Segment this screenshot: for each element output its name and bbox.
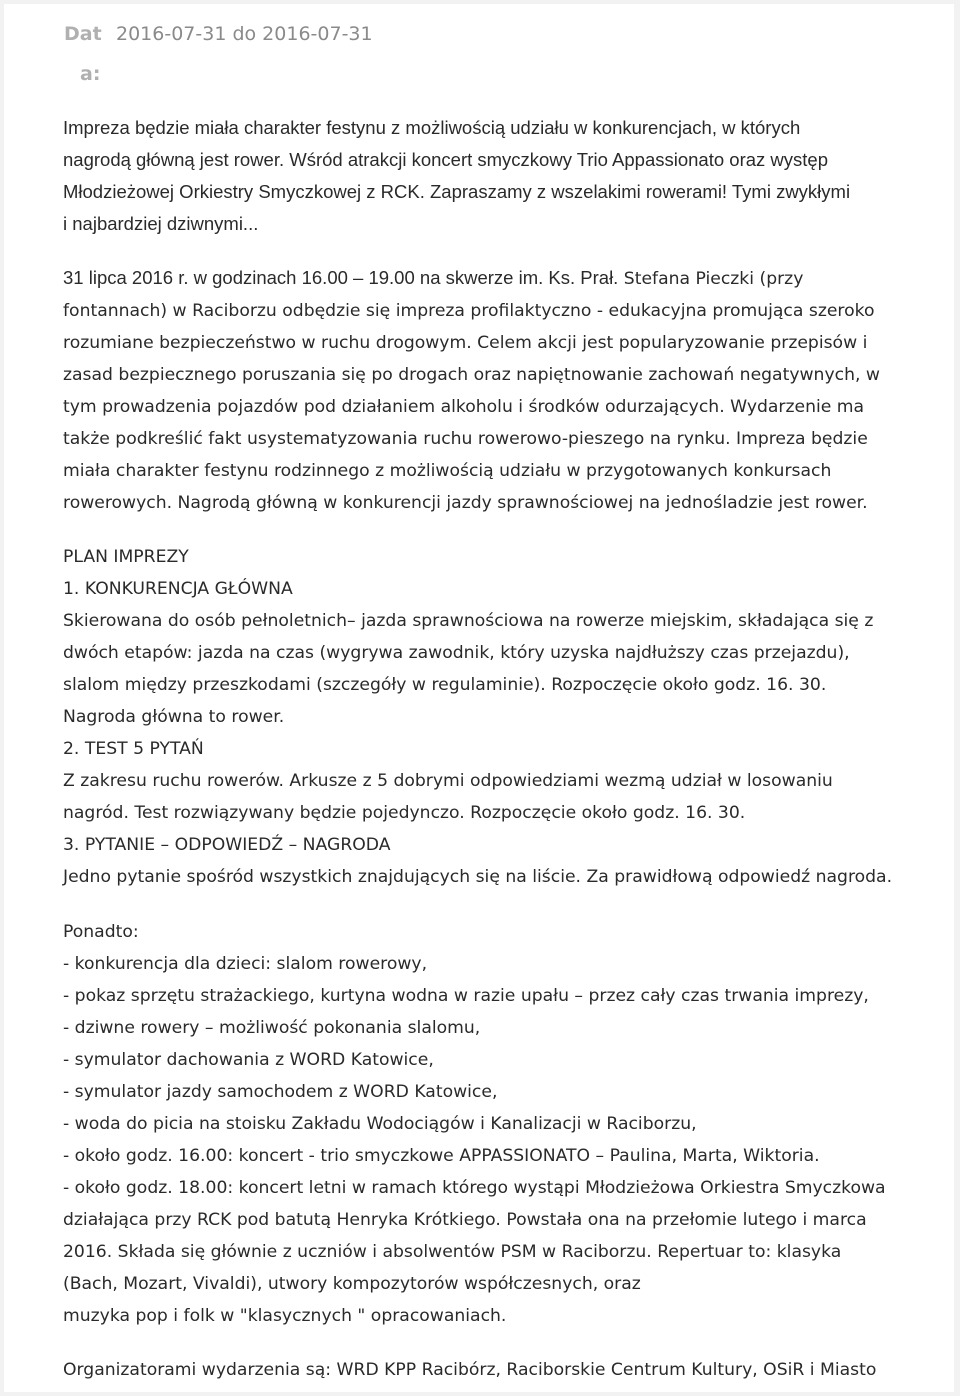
article-content [63, 112, 943, 1386]
plan-item-1-title: 1. KONKURENCJA GŁÓWNA [63, 579, 293, 599]
date-value: 2016-07-31 do 2016-07-31 [116, 23, 373, 45]
intro-line: nagrodą główną jest rower. Wśród atrakcji koncert smyczkowy Trio Appassionato oraz występ [63, 149, 828, 170]
spacer [63, 240, 943, 262]
list-item: - pokaz sprzętu strażackiego, kurtyna wodna w razie upału – przez cały czas trwania imprezy, [63, 986, 869, 1006]
list-item-continuation: działająca przy RCK pod batutą Henryka Krótkiego. Powstała ona na przełomie lutego i marca [63, 1210, 867, 1230]
date-label [64, 14, 104, 94]
intro-line: Impreza będzie miała charakter festynu z możliwością udziału w konkurencjach, w których [63, 117, 801, 138]
description-line: fontannach) w Raciborzu odbędzie się impreza profilaktyczno - edukacyjna promująca szeroko [63, 301, 875, 321]
list-item: - około godz. 18.00: koncert letni w ramach którego wystąpi Młodzieżowa Orkiestra Smyczkowa [63, 1178, 886, 1198]
list-item: - woda do picia na stoisku Zakładu Wodociągów i Kanalizacji w Raciborzu, [63, 1114, 697, 1134]
description-line: także podkreślić fakt usystematyzowania ruchu rowerowo-pieszego na rynku. Impreza będzie [63, 429, 868, 449]
spacer [63, 893, 943, 916]
event-plan-section [63, 541, 943, 893]
description-line: zasad bezpiecznego poruszania się po drogach oraz napiętnowanie zachowań negatywnych, w [63, 365, 880, 385]
plan-line: dwóch etapów: jazda na czas (wygrywa zawodnik, który uzyska najdłuższy czas przejazdu), [63, 643, 850, 663]
intro-paragraph [63, 112, 943, 240]
plan-line: slalom między przeszkodami (szczegóły w regulaminie). Rozpoczęcie około godz. 16. 30. [63, 675, 827, 695]
list-item: - około godz. 16.00: koncert - trio smyczkowe APPASSIONATO – Paulina, Marta, Wiktoria. [63, 1146, 820, 1166]
description-line: tym prowadzenia pojazdów pod działaniem alkoholu i środków odurzających. Wydarzenie ma [63, 397, 865, 417]
document-page [4, 4, 954, 1392]
plan-line: Skierowana do osób pełnoletnich– jazda sprawnościowa na rowerze miejskim, składająca się z [63, 611, 874, 631]
intro-line: i najbardziej dziwnymi... [63, 213, 259, 234]
list-item-continuation: (Bach, Mozart, Vivaldi), utwory kompozytorów współczesnych, oraz [63, 1274, 641, 1294]
plan-line: Jedno pytanie spośród wszystkich znajdujących się na liście. Za prawidłową odpowiedź nagroda. [63, 867, 893, 887]
date-label-part1: Dat [64, 23, 102, 45]
description-first-line [63, 262, 943, 295]
intro-line: Młodzieżowej Orkiestry Smyczkowej z RCK. Zapraszamy z wszelakimi rowerami! Tymi zwykłymi [63, 181, 851, 202]
organizers-line: Organizatorami wydarzenia są: WRD KPP Racibórz, Raciborskie Centrum Kultury, OSiR i Miasto [63, 1360, 877, 1380]
description-line: rowerowych. Nagrodą główną w konkurencji jazdy sprawnościowej na jednośladzie jest rower. [63, 493, 868, 513]
description-line: miała charakter festynu rodzinnego z możliwością udziału w przygotowanych konkursach [63, 461, 832, 481]
list-item: - dziwne rowery – możliwość pokonania slalomu, [63, 1018, 481, 1038]
plan-item-3-title: 3. PYTANIE – ODPOWIEDŹ – NAGRODA [63, 835, 391, 855]
description-first-line-rest: Stefana Pieczki (przy [618, 269, 804, 289]
attractions-heading: Ponadto: [63, 922, 139, 942]
description-date-fragment: 31 lipca 2016 r. w godzinach 16.00 – 19.00 na skwerze im. Ks. Prał. [63, 267, 619, 288]
description-paragraph [63, 262, 943, 519]
plan-line: nagród. Test rozwiązywany będzie pojedynczo. Rozpoczęcie około godz. 16. 30. [63, 803, 746, 823]
plan-item-2-title: 2. TEST 5 PYTAŃ [63, 739, 204, 759]
spacer [63, 519, 943, 541]
date-label-part2: a: [80, 63, 101, 85]
plan-line: Nagroda główna to rower. [63, 707, 285, 727]
list-item: - symulator jazdy samochodem z WORD Katowice, [63, 1082, 498, 1102]
list-item: - konkurencja dla dzieci: slalom rowerowy, [63, 954, 428, 974]
list-item: - symulator dachowania z WORD Katowice, [63, 1050, 434, 1070]
plan-heading: PLAN IMPREZY [63, 547, 189, 567]
list-item-continuation: muzyka pop i folk w "klasycznych " opracowaniach. [63, 1306, 507, 1326]
list-item-continuation: 2016. Składa się głównie z uczniów i absolwentów PSM w Raciborzu. Repertuar to: klasyka [63, 1242, 842, 1262]
organizers-paragraph [63, 1354, 943, 1386]
description-line: rozumiane bezpieczeństwo w ruchu drogowym. Celem akcji jest popularyzowanie przepisów i [63, 333, 868, 353]
spacer [63, 1332, 943, 1354]
additional-attractions [63, 916, 943, 1332]
plan-line: Z zakresu ruchu rowerów. Arkusze z 5 dobrymi odpowiedziami wezmą udział w losowaniu [63, 771, 833, 791]
